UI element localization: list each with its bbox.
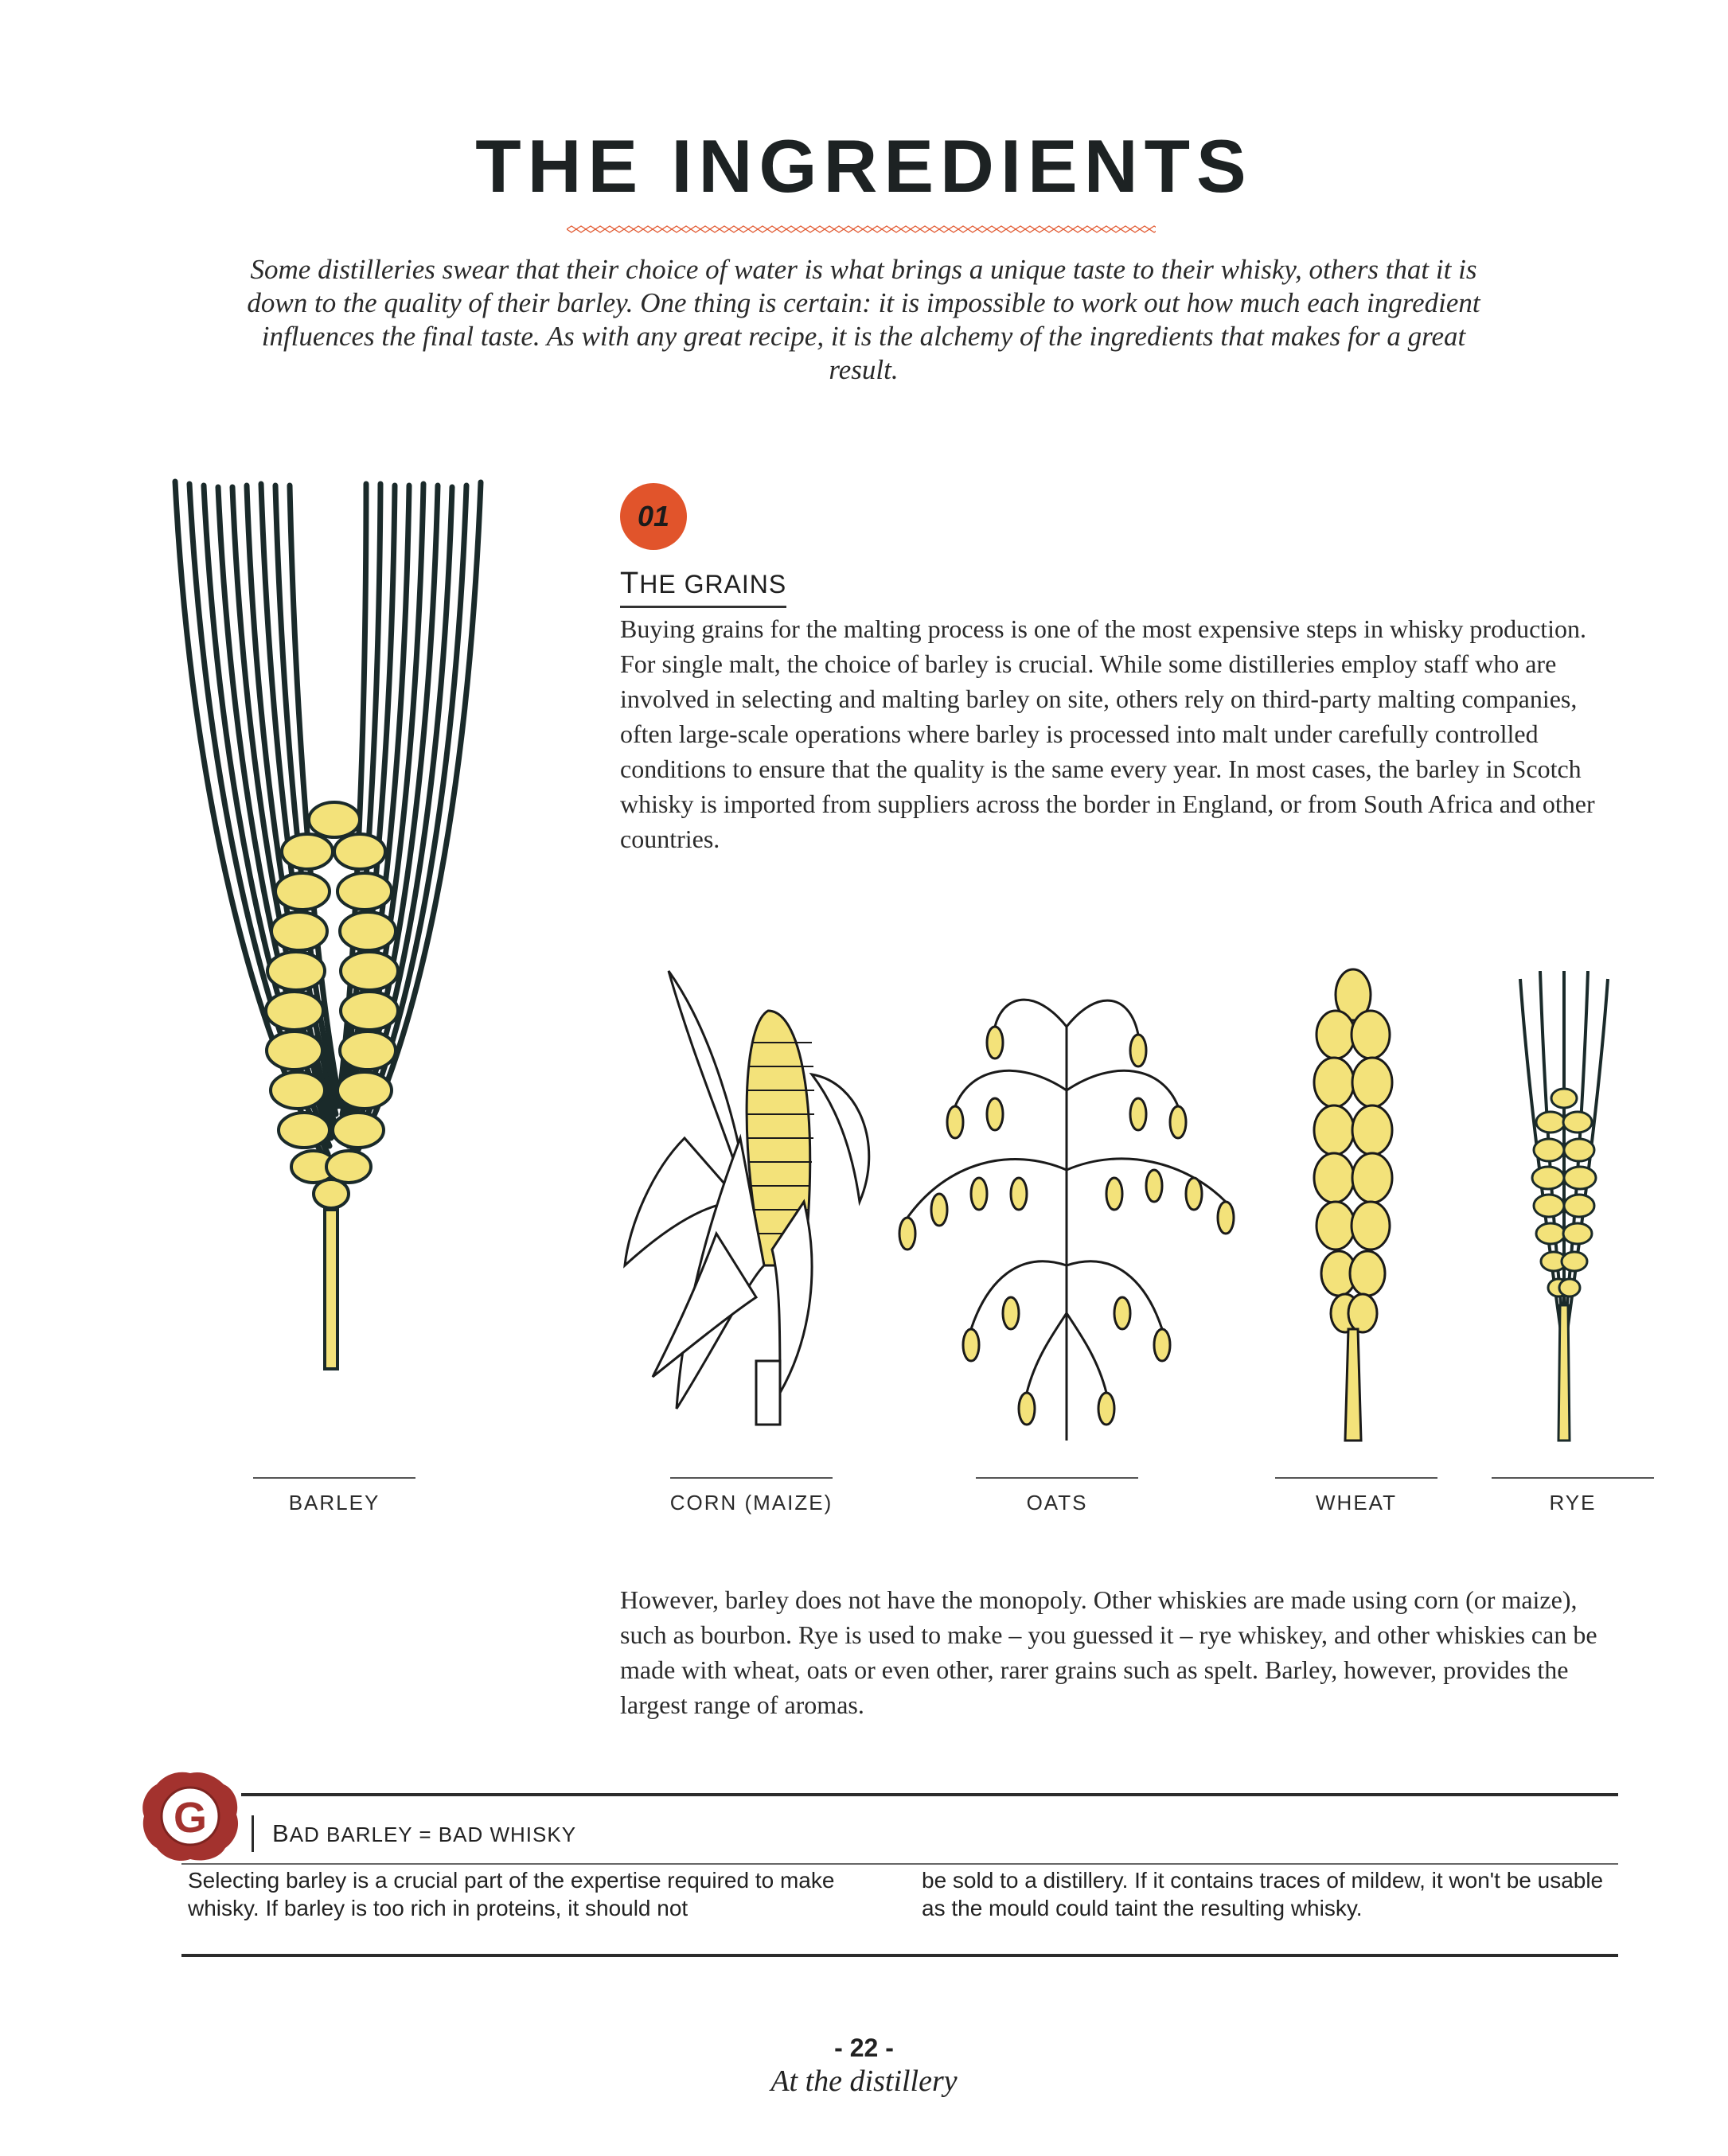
intro-paragraph: Some distilleries swear that their choice of water is what brings a unique taste to their whisky, others that it is down to the quality of their barley. One thing is certain: it is impossible to work out how much each ingredient influences the final taste. As with any great recipe, it is the alchemy of the ingredients that makes for a great result. [247, 254, 1480, 385]
grain-label-rye: RYE [1549, 1491, 1597, 1515]
box-title-rest: AD BARLEY = BAD WHISKY [289, 1823, 577, 1846]
page-title: THE INGREDIENTS [475, 124, 1253, 208]
label-rule-corn [670, 1477, 833, 1479]
grain-label-oats: OATS [1026, 1491, 1088, 1515]
box-bottom-rule [181, 1954, 1618, 1957]
box-title-divider [252, 1815, 254, 1852]
box-title-initial: B [272, 1819, 290, 1847]
section-number-badge: 01 [620, 483, 687, 550]
grains-paragraph: Buying grains for the malting process is one of the most expensive steps in whisky production. For single malt, the choice of barley is crucial. While some distilleries employ staff who are involved in selecting and malting barley on site, others rely on third-party malting companies, often large-scale operations where barley is processed into malt under carefully controlled conditions to ensure that the quality is the same every year. In most cases, the barley in Scotch whisky is imported from suppliers across the border in England, or from South Africa and other countries. [620, 614, 1595, 853]
page-section-name: At the distillery [770, 2064, 958, 2098]
label-rule-rye [1492, 1477, 1654, 1479]
decorative-title-rule [567, 225, 1156, 233]
barley-illustration [159, 478, 517, 1448]
g-seal-icon [139, 1768, 241, 1864]
box-column-left: Selecting barley is a crucial part of the expertise required to make whisky. If barley is too rich in proteins, it should not [188, 1868, 835, 1920]
corn-illustration [621, 963, 884, 1441]
grain-label-wheat: WHEAT [1316, 1491, 1397, 1515]
wheat-illustration [1289, 963, 1417, 1456]
oats-illustration [876, 963, 1258, 1441]
rye-illustration [1504, 971, 1624, 1448]
box-top-rule [241, 1793, 1618, 1796]
section-title [620, 567, 786, 608]
g-seal-letter: G [173, 1794, 208, 1842]
monopoly-paragraph: However, barley does not have the monopoly. Other whiskies are made using corn (or maize), such as bourbon. Rye is used to make – you guessed it – rye whiskey, and other whiskies can be made with wheat, oats or even other, rarer grains such as spelt. Barley, however, provides the largest range of aromas. [620, 1585, 1597, 1719]
box-column-right: be sold to a distillery. If it contains traces of mildew, it won't be usable as the mould could taint the resulting whisky. [922, 1868, 1604, 1920]
box-title [272, 1819, 576, 1848]
section-title-rest: HE GRAINS [639, 570, 787, 598]
box-mid-rule [181, 1863, 1618, 1865]
page-number: - 22 - [834, 2033, 894, 2062]
section-title-initial: T [620, 567, 640, 600]
grain-label-barley: BARLEY [288, 1491, 380, 1515]
label-rule-oats [976, 1477, 1138, 1479]
label-rule-wheat [1275, 1477, 1437, 1479]
grain-label-corn: CORN (MAIZE) [669, 1491, 833, 1515]
label-rule-barley [253, 1477, 415, 1479]
